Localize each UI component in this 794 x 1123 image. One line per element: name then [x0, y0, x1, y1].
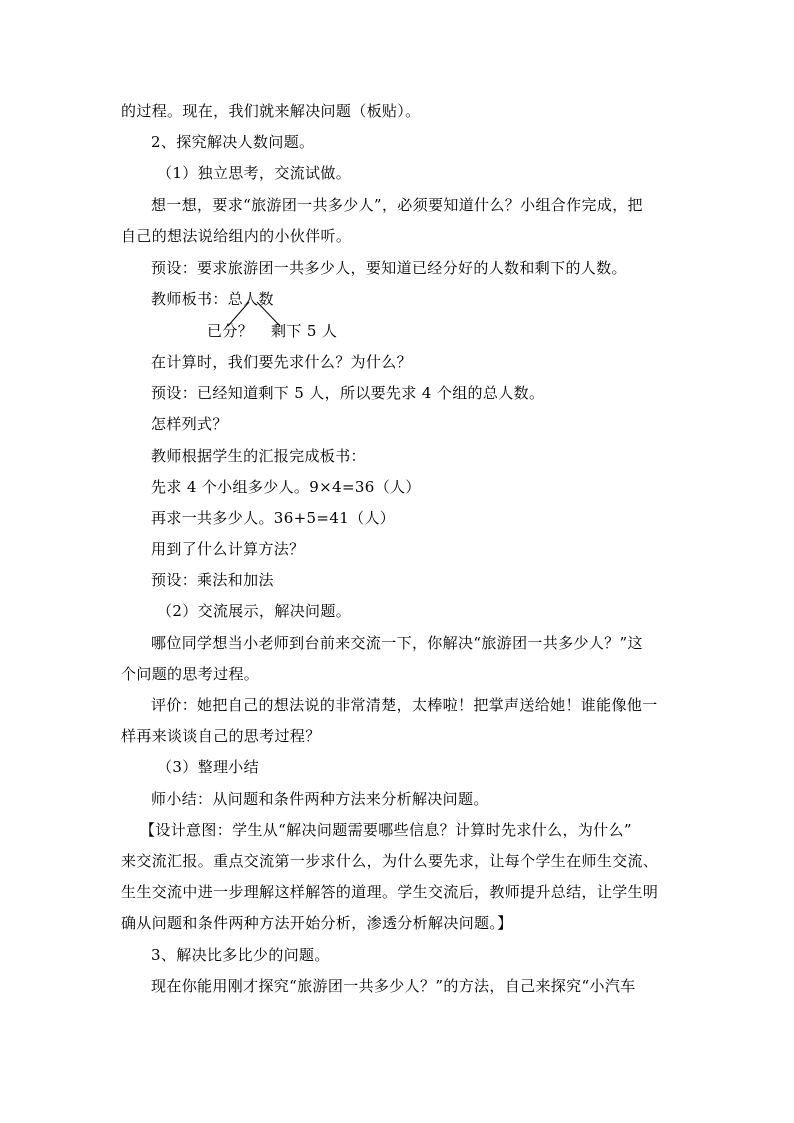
- design-intent-line: 确从问题和条件两种方法开始分析，渗透分析解决问题。】: [121, 914, 513, 932]
- paragraph-line: 自己的想法说给组内的小伙伴听。: [121, 227, 352, 245]
- paragraph-line: 想一想，要求“旅游团一共多少人”，必须要知道什么？小组合作完成，把: [151, 196, 643, 214]
- diagram-right-node: 剩下 5 人: [271, 322, 338, 340]
- subsection-heading: （1）独立思考，交流试做。: [157, 164, 352, 182]
- paragraph-line: 的过程。现在，我们就来解决问题（板贴）。: [121, 102, 421, 120]
- paragraph-line: 个问题的思考过程。: [121, 665, 260, 683]
- section-heading: 2、探究解决人数问题。: [151, 133, 315, 151]
- paragraph-line: 在计算时，我们要先求什么？为什么？: [151, 353, 412, 371]
- design-intent-line: 生生交流中进一步理解这样解答的道理。学生交流后，教师提升总结，让学生明: [121, 883, 659, 901]
- paragraph-line: 先求 4 个小组多少人。9×4=36（人）: [151, 478, 421, 496]
- design-intent-line: 【设计意图：学生从“解决问题需要哪些信息？计算时先求什么，为什么”: [140, 821, 632, 839]
- paragraph-line: 评价：她把自己的想法说的非常清楚，太棒啦！把掌声送给她！谁能像他一: [151, 696, 658, 714]
- paragraph-line: 现在你能用刚才探究“旅游团一共多少人？”的方法，自己来探究“小汽车: [151, 977, 636, 995]
- subsection-heading: （2）交流展示，解决问题。: [157, 602, 352, 620]
- paragraph-line: 预设：已经知道剩下 5 人，所以要先求 4 个组的总人数。: [151, 384, 545, 402]
- subsection-heading: （3）整理小结: [157, 758, 259, 776]
- paragraph-line: 预设：乘法和加法: [151, 571, 274, 589]
- board-writing-label: 教师板书：总人数: [151, 290, 274, 308]
- diagram-left-node: 已分？: [207, 322, 254, 340]
- paragraph-line: 教师根据学生的汇报完成板书：: [151, 447, 366, 465]
- paragraph-line: 师小结：从问题和条件两种方法来分析解决问题。: [151, 790, 489, 808]
- paragraph-line: 怎样列式？: [151, 415, 228, 433]
- paragraph-line: 再求一共多少人。36+5=41（人）: [151, 509, 396, 527]
- paragraph-line: 用到了什么计算方法？: [151, 540, 305, 558]
- section-heading: 3、解决比多比少的问题。: [151, 946, 330, 964]
- paragraph-line: 预设：要求旅游团一共多少人，要知道已经分好的人数和剩下的人数。: [151, 259, 627, 277]
- paragraph-line: 样再来谈谈自己的思考过程？: [121, 727, 321, 745]
- design-intent-line: 来交流汇报。重点交流第一步求什么，为什么要先求，让每个学生在师生交流、: [121, 852, 659, 870]
- paragraph-line: 哪位同学想当小老师到台前来交流一下，你解决“旅游团一共多少人？”这: [151, 634, 643, 652]
